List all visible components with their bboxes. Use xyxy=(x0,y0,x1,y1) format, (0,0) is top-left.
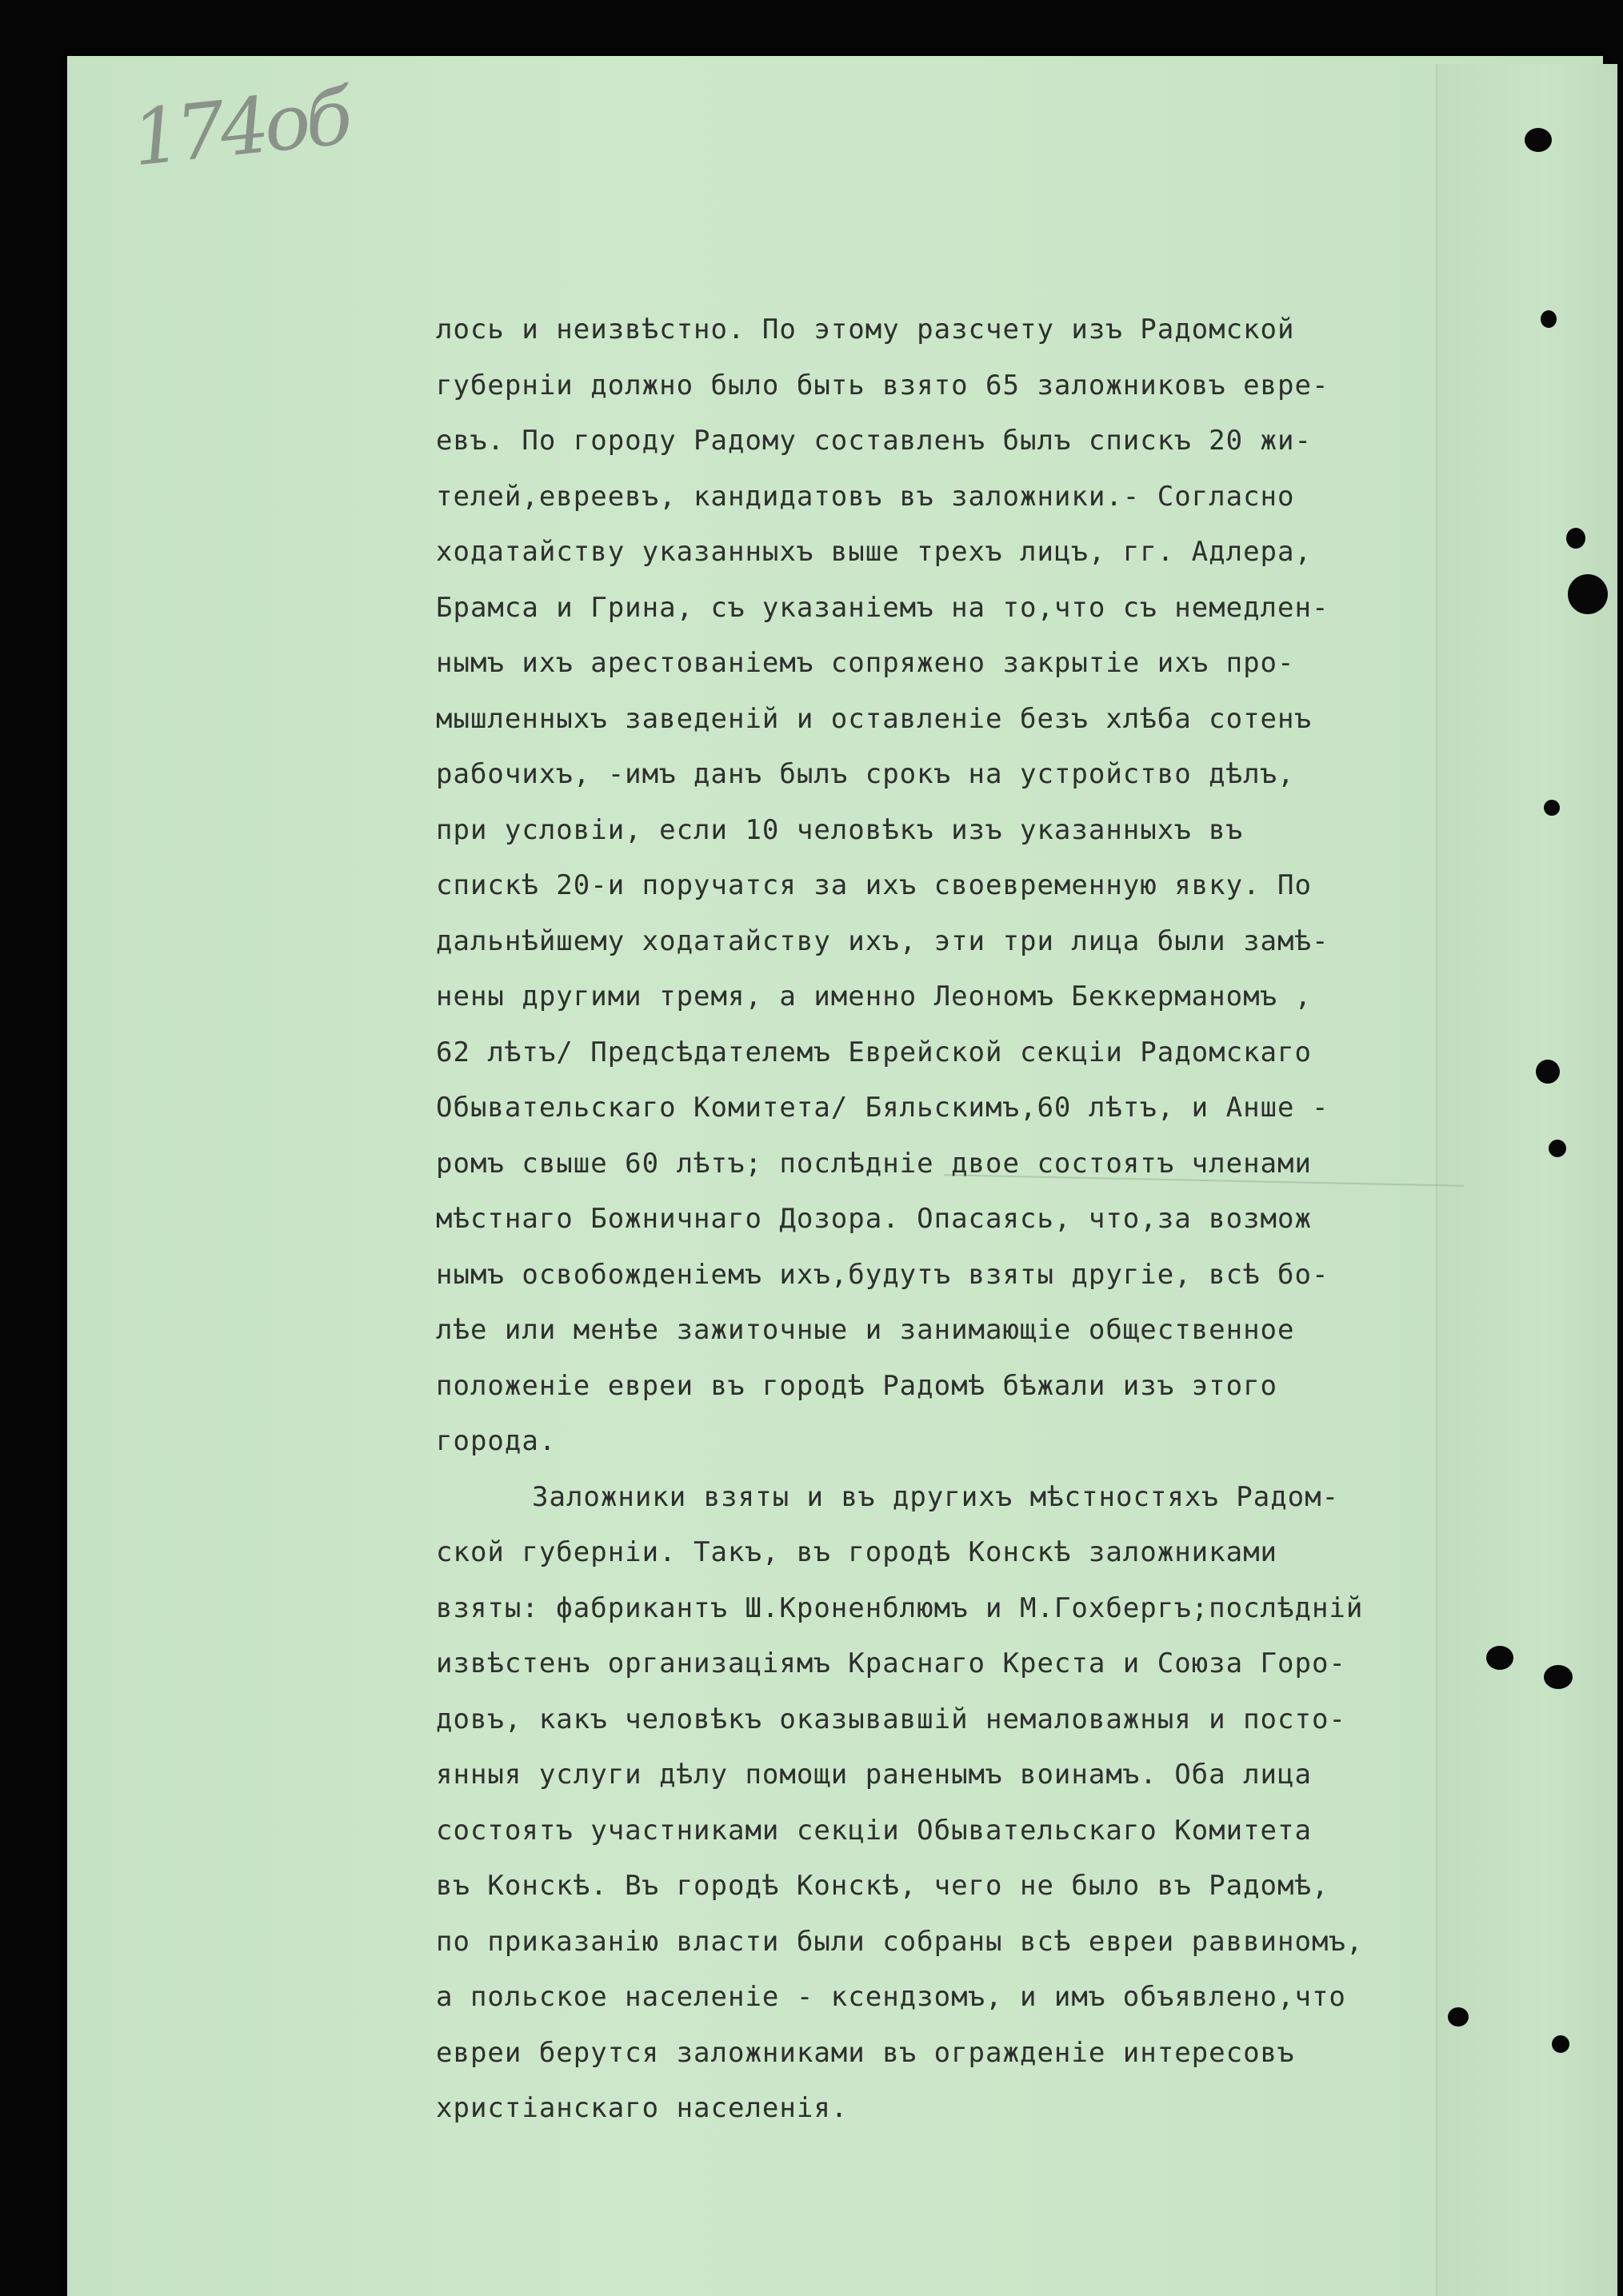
text-line: Брамса и Грина, съ указаніемъ на то,что съ немедлен- xyxy=(436,591,1329,624)
text-line: губерніи должно было быть взято 65 заложниковъ евре- xyxy=(436,369,1329,401)
text-line: ской губерніи. Такъ, въ городѣ Конскѣ заложниками xyxy=(436,1536,1278,1568)
text-line: спискѣ 20-и поручатся за ихъ своевременную явку. По xyxy=(436,869,1312,901)
text-line: дальнѣйшему ходатайству ихъ, эти три лица были замѣ- xyxy=(436,924,1329,957)
text-line: ходатайству указанныхъ выше трехъ лицъ, гг. Адлера, xyxy=(436,536,1312,568)
text-line: города. xyxy=(436,1425,557,1457)
punch-hole xyxy=(1544,800,1560,816)
typed-text xyxy=(436,302,1476,2137)
text-line: евреи берутся заложниками въ огражденіе интересовъ xyxy=(436,2036,1295,2069)
text-line: христіанскаго населенія. xyxy=(436,2092,849,2124)
text-line: а польское населеніе - ксендзомъ, и имъ объявлено,что xyxy=(436,1981,1346,2013)
text-line: Заложники взяты и въ другихъ мѣстностяхъ Радом- xyxy=(532,1480,1340,1513)
text-line: лось и неизвѣстно. По этому разсчету изъ Радомской xyxy=(436,313,1295,345)
text-line: нымъ освобожденіемъ ихъ,будутъ взяты другіе, всѣ бо- xyxy=(436,1258,1329,1291)
punch-hole xyxy=(1544,1665,1573,1689)
text-line: янныя услуги дѣлу помощи раненымъ воинамъ. Оба лица xyxy=(436,1759,1312,1791)
punch-hole xyxy=(1525,128,1552,152)
punch-hole xyxy=(1541,310,1557,328)
punch-hole xyxy=(1568,574,1608,614)
text-line: лѣе или менѣе зажиточные и занимающіе общественное xyxy=(436,1314,1295,1346)
text-line: Обывательскаго Комитета/ Бяльскимъ,60 лѣтъ, и Анше - xyxy=(436,1092,1329,1124)
punch-hole xyxy=(1549,1140,1566,1157)
text-line: по приказанію власти были собраны всѣ евреи раввиномъ, xyxy=(436,1925,1364,1958)
text-line: евъ. По городу Радому составленъ былъ спискъ 20 жи- xyxy=(436,425,1312,457)
text-line: положеніе евреи въ городѣ Радомѣ бѣжали изъ этого xyxy=(436,1369,1278,1402)
text-line: мышленныхъ заведеній и оставленіе безъ хлѣба сотенъ xyxy=(436,702,1312,735)
text-line: извѣстенъ организаціямъ Краснаго Креста и Союза Горо- xyxy=(436,1647,1346,1679)
text-line: взяты: фабрикантъ Ш.Кроненблюмъ и М.Гохбергъ;послѣдній xyxy=(436,1591,1364,1624)
text-line: рабочихъ, -имъ данъ былъ срокъ на устройство дѣлъ, xyxy=(436,758,1295,790)
text-line: въ Конскѣ. Въ городѣ Конскѣ, чего не было въ Радомѣ, xyxy=(436,1870,1329,1902)
text-line: телей,евреевъ, кандидатовъ въ заложники.- Согласно xyxy=(436,480,1295,513)
text-line: состоятъ участниками секціи Обывательскаго Комитета xyxy=(436,1814,1312,1847)
text-line: мѣстнаго Божничнаго Дозора. Опасаясь, что,за возмож xyxy=(436,1203,1312,1235)
text-line: 62 лѣтъ/ Предсѣдателемъ Еврейской секціи Радомскаго xyxy=(436,1036,1312,1068)
folio-number: 174об xyxy=(128,71,352,184)
punch-hole xyxy=(1536,1060,1560,1084)
text-line: ромъ свыше 60 лѣтъ; послѣдніе двое состоятъ членами xyxy=(436,1147,1312,1180)
text-line: при условіи, если 10 человѣкъ изъ указанныхъ въ xyxy=(436,813,1244,846)
punch-hole xyxy=(1566,528,1585,549)
text-line: нены другими тремя, а именно Леономъ Беккерманомъ , xyxy=(436,980,1312,1012)
punch-hole xyxy=(1552,2035,1569,2053)
text-line: нымъ ихъ арестованіемъ сопряжено закрытіе ихъ про- xyxy=(436,647,1295,679)
text-line: довъ, какъ человѣкъ оказывавшій немаловажныя и посто- xyxy=(436,1703,1346,1735)
punch-hole xyxy=(1486,1646,1513,1670)
